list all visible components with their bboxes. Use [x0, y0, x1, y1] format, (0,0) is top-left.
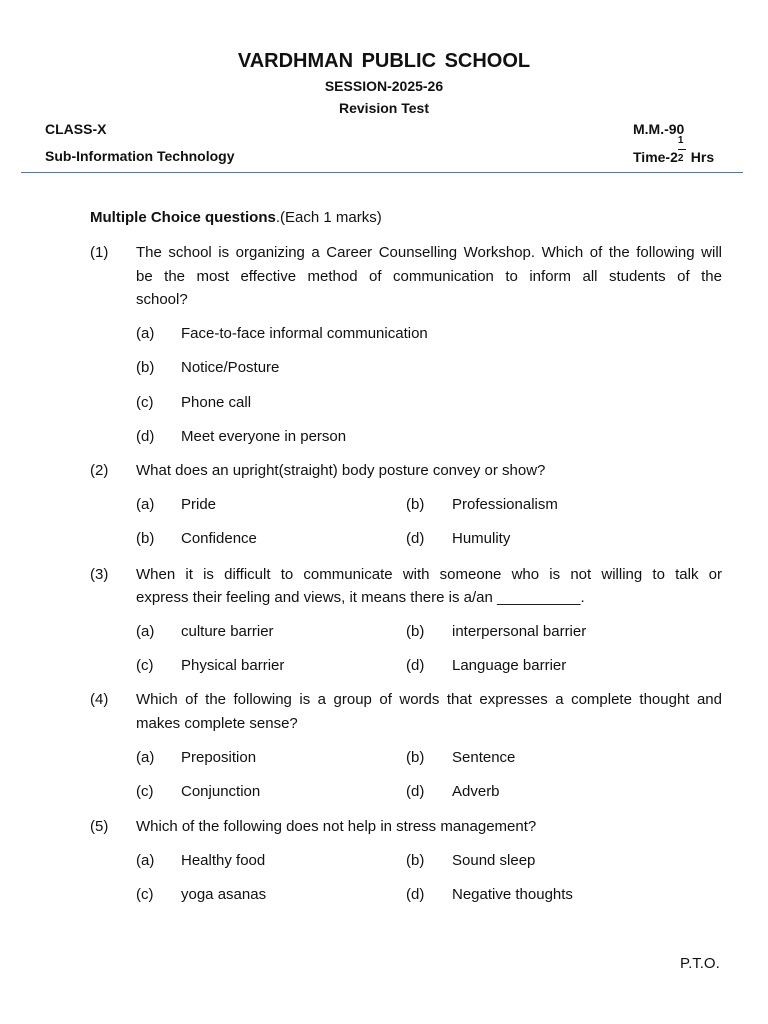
fraction-bar [678, 149, 686, 150]
option-label: (c) [136, 886, 154, 903]
option-text: Humulity [452, 530, 511, 547]
section-note: .(Each 1 marks) [275, 209, 382, 226]
option-text: Adverb [452, 783, 500, 800]
option-label: (c) [136, 394, 154, 411]
option-text: Pride [181, 496, 217, 513]
question-number: (2) [90, 462, 109, 479]
option-label: (b) [406, 623, 425, 640]
time-fraction [677, 135, 687, 164]
header-divider [21, 172, 743, 173]
option-label: (c) [136, 783, 154, 800]
option-text: culture barrier [181, 623, 274, 640]
option-text: Sound sleep [452, 852, 536, 869]
question-text-line: be the most effective method of communication to inform all students of the [136, 268, 722, 285]
question-number: (3) [90, 566, 109, 583]
question-number: (1) [90, 244, 109, 261]
option-label: (a) [136, 623, 155, 640]
option-label: (b) [136, 359, 155, 376]
option-label: (b) [406, 496, 425, 513]
option-text: Conjunction [181, 783, 261, 800]
question-text-line: school? [136, 291, 188, 308]
class-label: CLASS-X [45, 121, 107, 137]
fraction-denominator: 2 [677, 153, 684, 164]
time-prefix: Time-2 [633, 149, 678, 165]
section-title [90, 209, 382, 226]
option-label: (a) [136, 749, 155, 766]
option-text: Negative thoughts [452, 886, 573, 903]
option-text: interpersonal barrier [452, 623, 587, 640]
option-text: Professionalism [452, 496, 558, 513]
question-text-line: Which of the following does not help in stress management? [136, 818, 537, 835]
option-label: (d) [406, 530, 425, 547]
option-text: Notice/Posture [181, 359, 280, 376]
option-text: Language barrier [452, 657, 567, 674]
question-text-line: express their feeling and views, it means there is a/an __________. [136, 589, 585, 606]
option-label: (a) [136, 325, 155, 342]
time-suffix: Hrs [686, 149, 715, 165]
option-label: (d) [136, 428, 155, 445]
session-label: SESSION-2025-26 [324, 78, 444, 94]
subject-label: Sub-Information Technology [45, 148, 235, 164]
option-text: Healthy food [181, 852, 266, 869]
question-text-line: Which of the following is a group of words that expresses a complete thought and [136, 691, 722, 708]
option-label: (b) [136, 530, 155, 547]
question-text-line: makes complete sense? [136, 715, 298, 732]
school-name: VARDHMAN PUBLIC SCHOOL [237, 50, 531, 72]
option-label: (d) [406, 886, 425, 903]
option-text: Meet everyone in person [181, 428, 347, 445]
question-text-line: The school is organizing a Career Counselling Workshop. Which of the following will [136, 244, 722, 261]
max-marks: M.M.-90 [633, 121, 685, 137]
section-title-bold: Multiple Choice questions [90, 209, 276, 226]
question-number: (4) [90, 691, 109, 708]
option-text: Confidence [181, 530, 257, 547]
option-label: (d) [406, 657, 425, 674]
time-label [633, 135, 715, 165]
option-text: Preposition [181, 749, 257, 766]
option-text: Physical barrier [181, 657, 285, 674]
option-text: Sentence [452, 749, 516, 766]
test-name: Revision Test [339, 100, 429, 116]
option-text: yoga asanas [181, 886, 267, 903]
option-text: Face-to-face informal communication [181, 325, 428, 342]
pto-label: P.T.O. [680, 955, 720, 972]
fraction-numerator: 1 [677, 135, 684, 146]
option-text: Phone call [181, 394, 252, 411]
option-label: (c) [136, 657, 154, 674]
option-label: (d) [406, 783, 425, 800]
option-label: (a) [136, 496, 155, 513]
question-text-line: What does an upright(straight) body posture convey or show? [136, 462, 546, 479]
option-label: (a) [136, 852, 155, 869]
question-text-line: When it is difficult to communicate with someone who is not willing to talk or [136, 566, 722, 583]
option-label: (b) [406, 852, 425, 869]
question-number: (5) [90, 818, 109, 835]
option-label: (b) [406, 749, 425, 766]
